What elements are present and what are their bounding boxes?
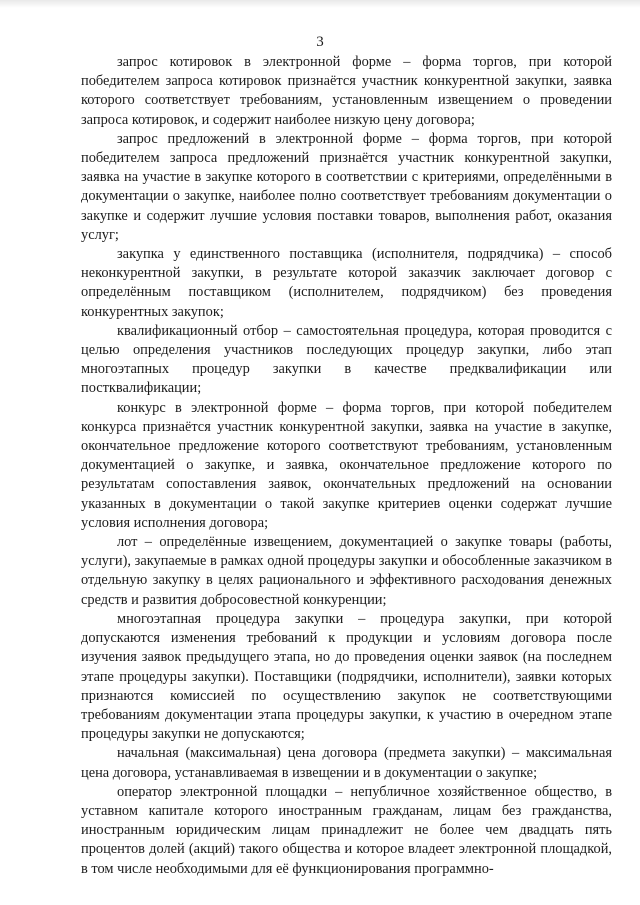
paragraph-qualification-selection: квалификационный отбор – самостоятельная процедура, которая проводится с целью определения участников последующих процедур закупки, либо этап многоэтапных процедур закупки в качестве предквалификации или постквалификации; <box>81 322 612 397</box>
document-body <box>81 53 612 879</box>
paragraph-electronic-tender: конкурс в электронной форме – форма торгов, при которой победителем конкурса признаётся участник конкурентной закупки, заявка на участие в закупке, окончательное предложение которого соответствуют требованиям, установленным документацией о закупке, и заявка, окончательное предложение которого по результатам сопоставления заявок, окончательных предложений на основании указанных в документации о такой закупке критериев оценки содержат лучшие условия исполнения договора; <box>81 399 612 531</box>
scan-top-edge <box>0 0 640 8</box>
paragraph-single-supplier: закупка у единственного поставщика (исполнителя, подрядчика) – способ неконкурентной закупки, в результате которой заказчик заключает договор с определённым поставщиком (исполнителем, подрядчиком) без проведения конкурентных закупок; <box>81 246 612 320</box>
paragraph-proposal-request: запрос предложений в электронной форме – форма торгов, при которой победителем запроса предложений признаётся участник конкурентной закупки, заявка на участие в закупке которого в соответствии с критериями, определёнными в документации о закупке, наиболее полно соответствует требованиям документации о закупке и содержит лучшие условия поставки товаров, выполнения работ, оказания услуг; <box>81 130 612 243</box>
page-number: 3 <box>316 34 324 50</box>
paragraph-platform-operator: оператор электронной площадки – непубличное хозяйственное общество, в уставном капитале которого иностранным гражданам, лицам без гражданства, иностранным юридическим лицам принадлежит не более чем двадцать пять процентов долей (акций) такого общества и которое владеет электронной площадкой, в том числе необходимыми для её функционирования программно- <box>81 783 612 877</box>
paragraph-initial-price: начальная (максимальная) цена договора (предмета закупки) – максимальная цена договора, устанавливаемая в извещении и в документации о закупке; <box>81 745 612 781</box>
paragraph-quotation-request: запрос котировок в электронной форме – форма торгов, при которой победителем запроса котировок признаётся участник конкурентной закупки, заявка которого соответствует требованиям, установленным извещением о проведении запроса котировок, и содержит наиболее низкую цену договора; <box>81 54 612 128</box>
paragraph-multistage-procedure: многоэтапная процедура закупки – процедура закупки, при которой допускаются изменения требований к продукции и условиям договора после изучения заявок предыдущего этапа, но до проведения оценки заявок (на последнем этапе процедуры закупки). Поставщики (подрядчики, исполнители), заявки которых признаются комиссией по осуществлению закупок не соответствующими требованиям документации этапа процедуры закупки, к участию в очередном этапе процедуры закупки не допускаются; <box>81 610 612 743</box>
paragraph-lot: лот – определённые извещением, документацией о закупке товары (работы, услуги), закупаемые в рамках одной процедуры закупки и обособленные заказчиком в отдельную закупку в целях рационального и эффективного расходования денежных средств и развития добросовестной конкуренции; <box>81 534 612 608</box>
